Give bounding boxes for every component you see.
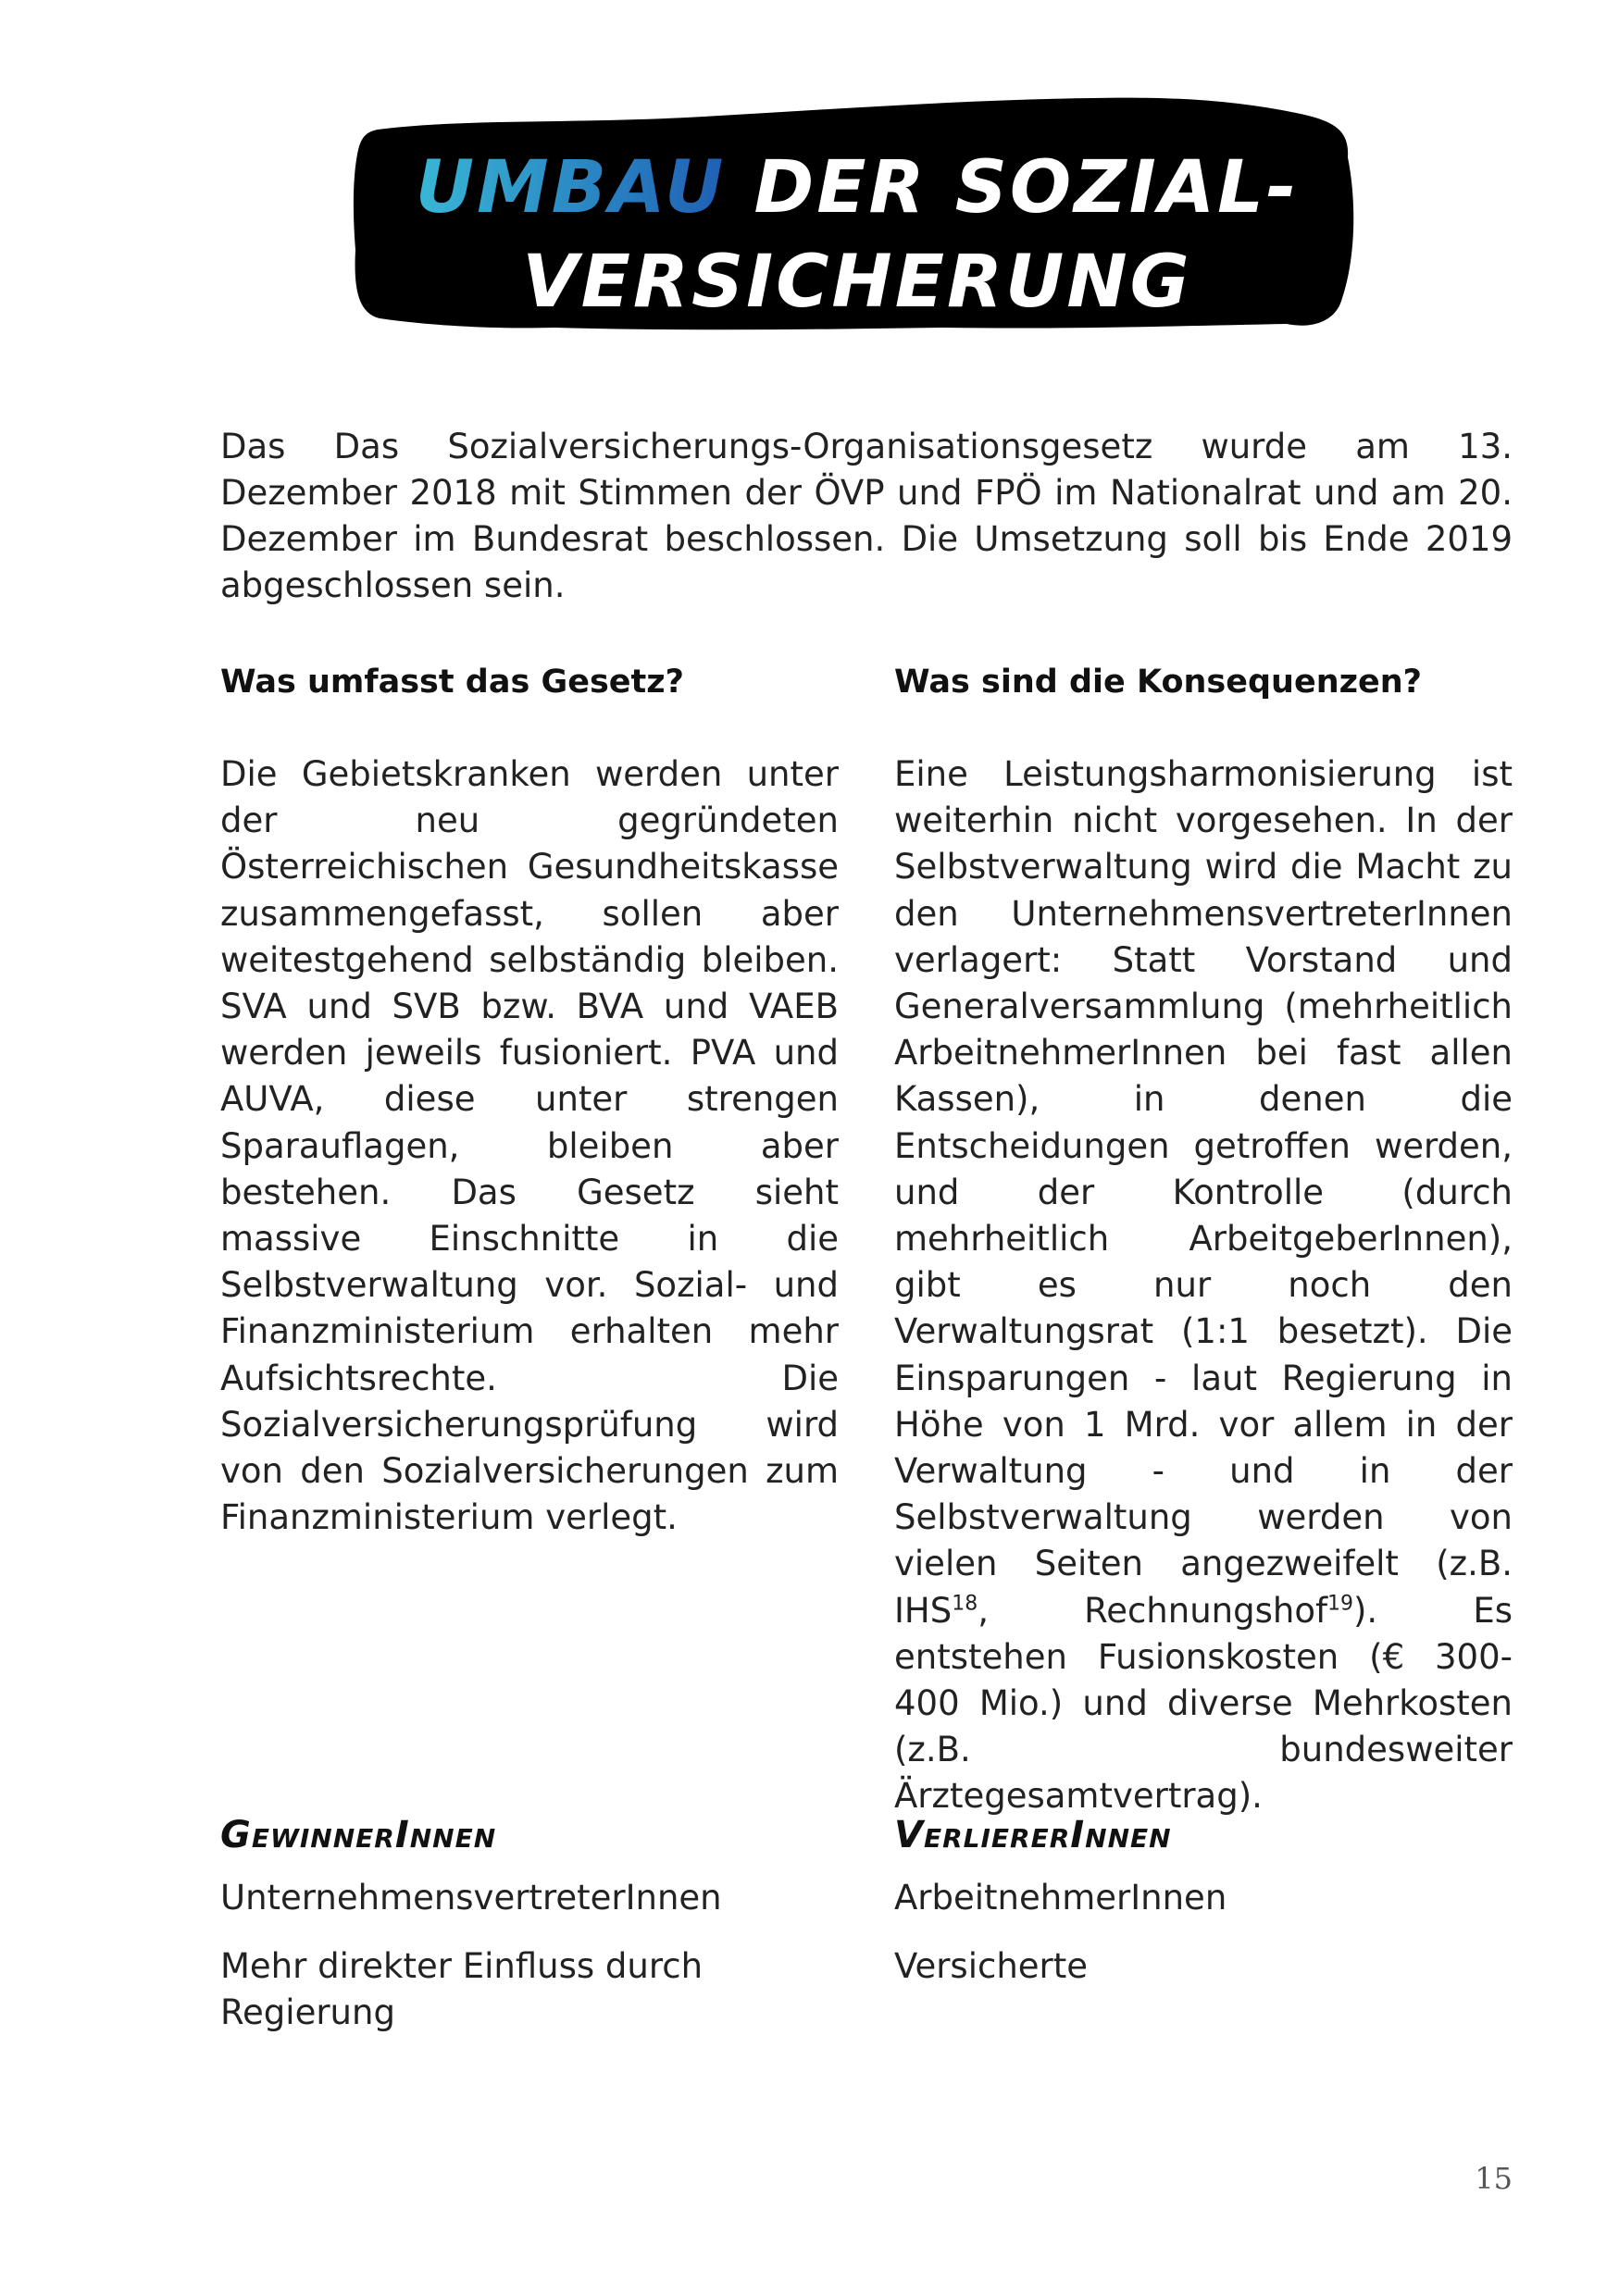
right-body-part1: Eine Leistungsharmonisierung ist weiterhin nicht vorgesehen. In der Selbstverwaltung wird die Macht zu den UnternehmensvertreterInnen verlagert: Statt Vorstand und Generalversammlung (mehrheitlich ArbeitnehmerInnen bei fast allen Kassen), in denen die Entscheidungen getroffen werden, und der Kontrolle (durch mehrheitlich ArbeitgeberInnen), gibt es nur noch den Verwaltungsrat (1:1 besetzt). Die Einsparungen - laut Regierung in Höhe von 1 Mrd. vor allem in der Verwaltung - und in der Selbstverwaltung werden von vielen Seiten angezweifelt (z.B. IHS — [894, 754, 1513, 1631]
title-highlight: UMBAU — [415, 146, 727, 230]
right-column-heading: Was sind die Konsequenzen? — [894, 664, 1422, 701]
right-column — [894, 659, 1513, 1820]
page-title — [352, 141, 1363, 329]
title-line2: VERSICHERUNG — [522, 241, 1192, 324]
intro-paragraph: Das Das Sozialversicherungs-Organisationsgesetz wurde am 13. Dezember 2018 mit Stimmen der ÖVP und FPÖ im Nationalrat und am 20. Dezember im Bundesrat beschlossen. Die Umsetzung soll bis Ende 2019 abgeschlossen sein. — [220, 427, 1513, 605]
left-column-body: Die Gebietskranken werden unter der neu gegründeten Österreichischen Gesundheitskasse zusammengefasst, sollen aber weitestgehend selbständig bleiben. SVA und SVB bzw. BVA und VAEB werden jeweils fusioniert. PVA und AUVA, diese unter strengen Sparauflagen, bleiben aber bestehen. Das Gesetz sieht massive Einschnitte in die Selbstverwaltung vor. Sozial- und Finanzministerium erhalten mehr Aufsichtsrechte. Die Sozialversicherungsprüfung wird von den Sozialversicherungen zum Finanzministerium verlegt. — [220, 754, 839, 1538]
losers-item: Versicherte — [894, 1946, 1089, 1986]
winners-item: UnternehmensvertreterInnen — [220, 1878, 722, 1917]
winners-item: Mehr direkter Einfluss durch Regierung — [220, 1946, 704, 2032]
right-column-body — [894, 751, 1513, 1820]
losers-heading: VerliererInnen — [894, 1814, 1172, 1856]
losers-item: ArbeitnehmerInnen — [894, 1878, 1227, 1917]
title-line1-rest: DER SOZIAL- — [726, 146, 1300, 230]
left-column — [220, 659, 839, 1541]
page-number: 15 — [1475, 2161, 1513, 2196]
winners-section — [220, 1812, 868, 2036]
title-banner — [352, 93, 1363, 342]
right-body-part2: , Rechnungshof — [978, 1590, 1327, 1631]
footnote-19: 19 — [1326, 1592, 1353, 1616]
losers-section — [894, 1812, 1542, 1990]
right-body-part3: ). Es entstehen Fusionskosten (€ 300-400 Mio.) und diverse Mehrkosten (z.B. bundesweiter Ärztegesamtvertrag). — [894, 1590, 1513, 1817]
footnote-18: 18 — [952, 1592, 978, 1616]
left-column-heading: Was umfasst das Gesetz? — [220, 664, 684, 701]
winners-heading: GewinnerInnen — [220, 1814, 497, 1856]
